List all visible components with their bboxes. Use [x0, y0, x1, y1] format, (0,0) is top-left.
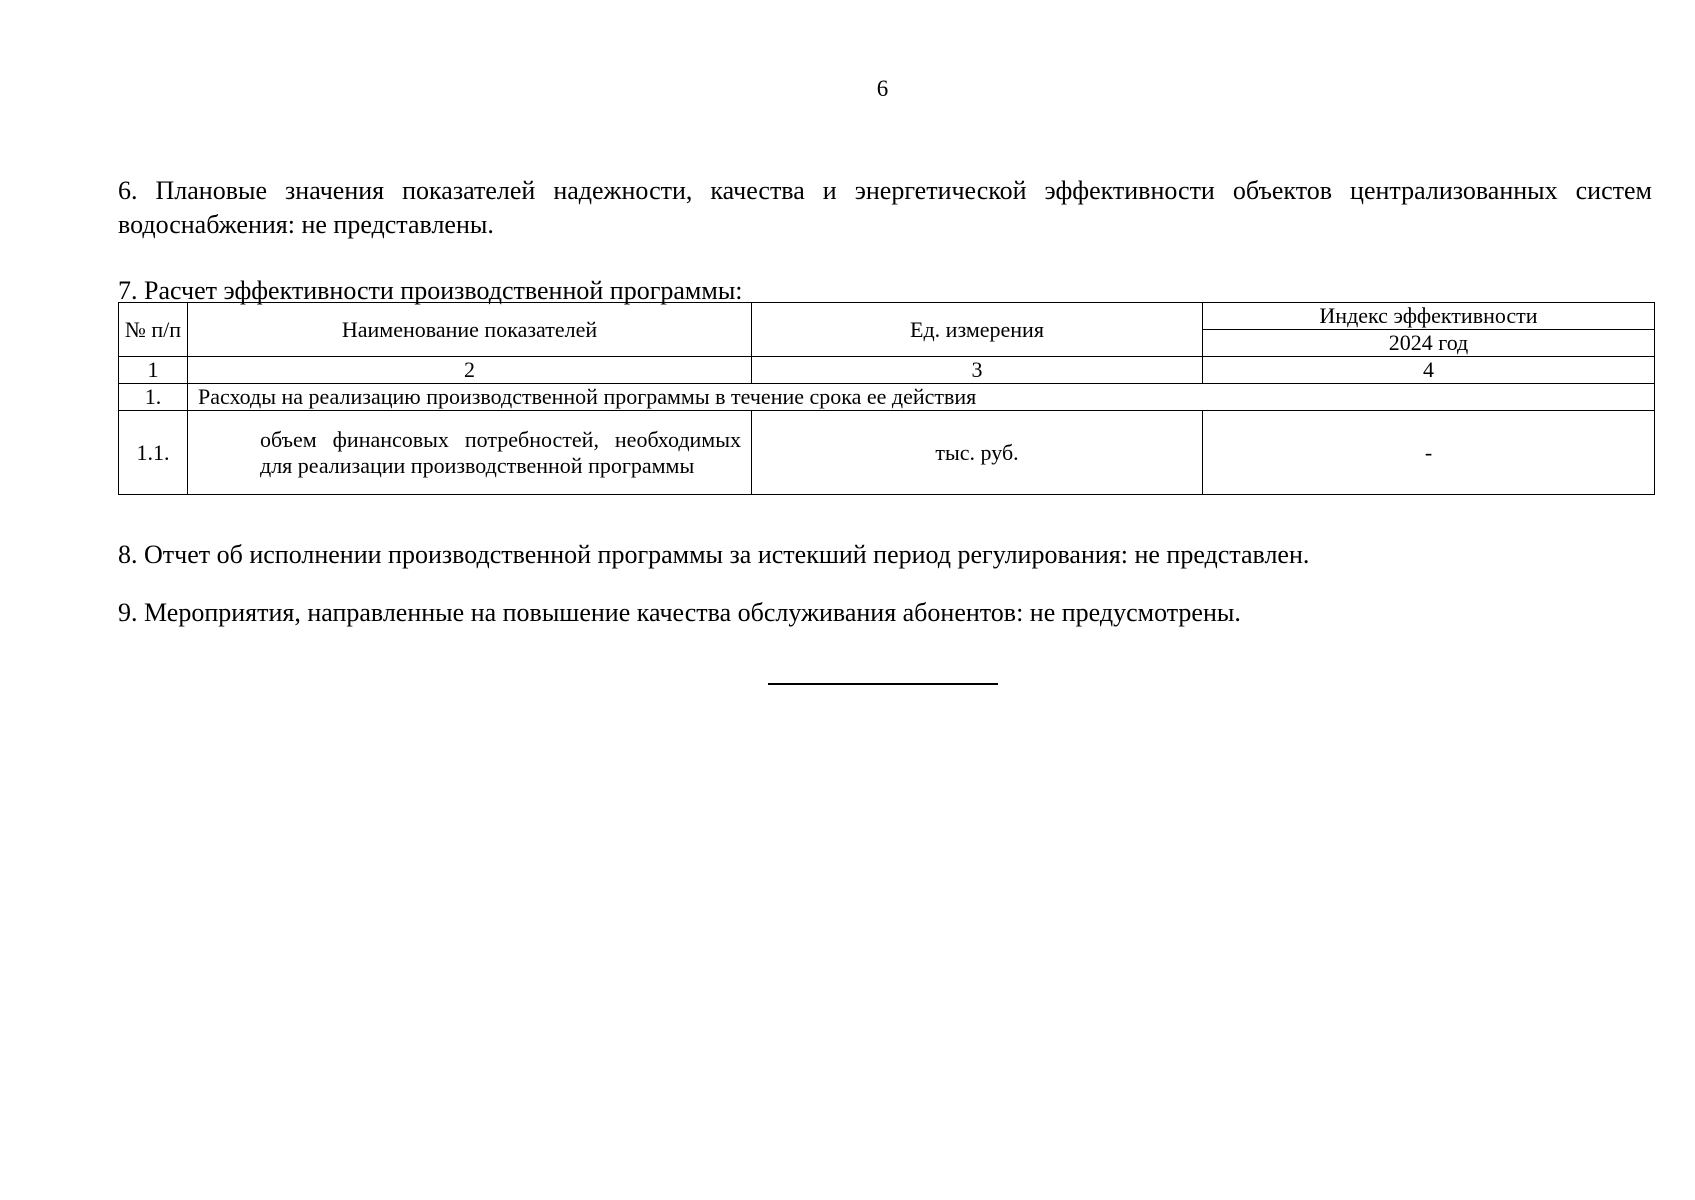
end-divider-line	[768, 683, 998, 685]
table-col-numbers-row	[119, 357, 1655, 384]
header-year: 2024 год	[1203, 330, 1655, 357]
table-section-row	[119, 384, 1655, 411]
header-num: № п/п	[119, 303, 188, 357]
data-row-unit: тыс. руб.	[752, 411, 1203, 495]
section-row-text: Расходы на реализацию производственной программы в течение срока ее действия	[188, 384, 1655, 411]
efficiency-table	[118, 302, 1655, 495]
efficiency-table-wrapper	[118, 302, 1654, 495]
header-name: Наименование показателей	[188, 303, 752, 357]
col-number: 1	[119, 357, 188, 384]
header-unit: Ед. измерения	[752, 303, 1203, 357]
header-index: Индекс эффективности	[1203, 303, 1655, 330]
section-9-service-measures: 9. Мероприятия, направленные на повышение качества обслуживания абонентов: не предусмотрены.	[118, 598, 1241, 627]
data-row-name: объем финансовых потребностей, необходимых для реализации производственной программы	[188, 411, 752, 495]
col-number: 2	[188, 357, 752, 384]
page-number: 6	[876, 76, 889, 101]
section-6-reliability-indicators: 6. Плановые значения показателей надежности, качества и энергетической эффективности объектов централизованных систем водоснабжения: не представлены.	[118, 176, 1652, 239]
table-row	[119, 411, 1655, 495]
section-8-execution-report: 8. Отчет об исполнении производственной программы за истекший период регулирования: не представлен.	[118, 540, 1310, 569]
table-header-row	[119, 303, 1655, 330]
col-number: 3	[752, 357, 1203, 384]
section-row-num: 1.	[119, 384, 188, 411]
section-7-efficiency-calculation: 7. Расчет эффективности производственной программы:	[118, 276, 743, 305]
data-row-value: -	[1203, 411, 1655, 495]
col-number: 4	[1203, 357, 1655, 384]
data-row-num: 1.1.	[119, 411, 188, 495]
